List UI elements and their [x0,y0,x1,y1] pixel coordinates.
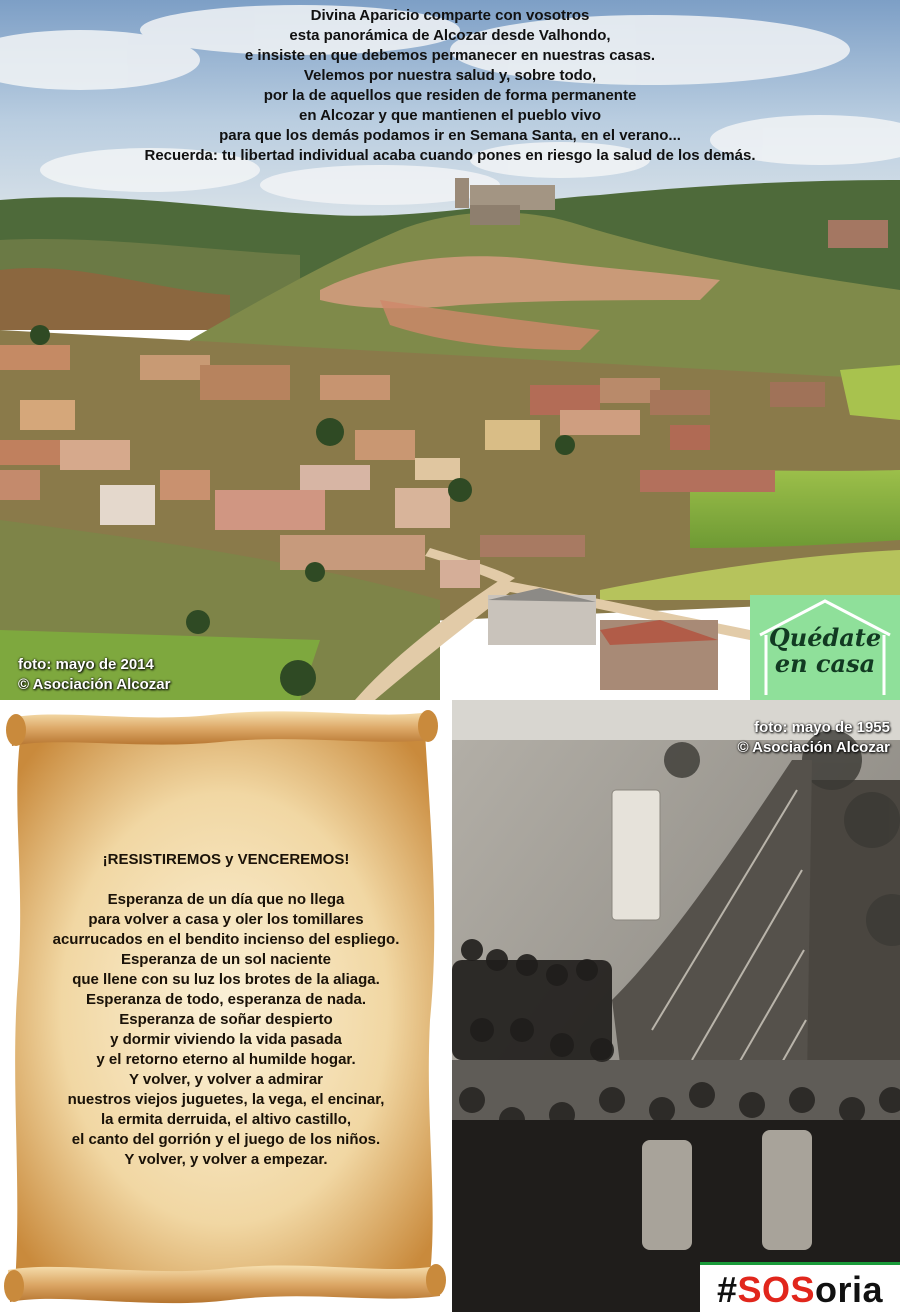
historic-credit-copyright: © Asociación Alcozar [737,739,890,756]
historic-credit-date: foto: mayo de 1955 [754,719,890,736]
message-line: Divina Aparicio comparte con vosotros [310,7,590,24]
poem-title: ¡RESISTIREMOS y VENCEREMOS! [102,851,350,868]
stay-home-line1: Quédate [768,623,882,652]
message-line: Velemos por nuestra salud y, sobre todo, [303,67,597,84]
sosoria-hashtag [700,1262,900,1315]
parchment-scroll [0,700,452,1312]
hashtag-sos: SOS [737,1269,816,1310]
poem-line: Esperanza de un sol naciente [120,951,332,968]
hashtag-symbol: # [716,1269,738,1310]
panorama-credit-date: foto: mayo de 2014 [18,656,154,673]
poem-line: para volver a casa y oler los tomillares [88,911,364,928]
stay-home-line2: en casa [774,649,876,678]
poem-line: que llene con su luz los brotes de la aliaga. [72,971,380,988]
poem [18,850,434,1170]
poem-line: y dormir viviendo la vida pasada [110,1031,342,1048]
poem-line: la ermita derruida, el altivo castillo, [100,1111,352,1128]
poem-line: acurrucados en el bendito incienso del espliego. [52,931,400,948]
poem-line: nuestros viejos juguetes, la vega, el encinar, [67,1091,385,1108]
poem-line: el canto del gorrión y el juego de los niños. [71,1131,381,1148]
poem-line: Esperanza de todo, esperanza de nada. [85,991,367,1008]
historic-photo-credit [738,718,890,758]
historic-photo [452,700,900,1312]
poem-line: Esperanza de un día que no llega [107,891,345,908]
panorama-credit-copyright: © Asociación Alcozar [18,676,171,693]
historic-photo-illustration [452,700,900,1312]
poem-line: y el retorno eterno al humilde hogar. [96,1051,356,1068]
message-line: Recuerda: tu libertad individual acaba cuando pones en riesgo la salud de los demás. [144,147,756,164]
panorama-credit [18,655,170,695]
message-line: por la de aquellos que residen de forma permanente [263,87,637,104]
share-message [0,6,900,166]
poem-line: Esperanza de soñar despierto [119,1011,333,1028]
hashtag-soria: oria [815,1269,884,1310]
poem-line: Y volver, y volver a admirar [128,1071,323,1088]
message-line: e insiste en que debemos permanecer en nuestras casas. [244,47,656,64]
message-line: esta panorámica de Alcozar desde Valhondo, [289,27,611,44]
message-line: en Alcozar y que mantienen el pueblo vivo [298,107,601,124]
message-line: para que los demás podamos ir en Semana Santa, en el verano... [219,127,681,144]
poem-line: Y volver, y volver a empezar. [124,1151,328,1168]
stay-home-badge [750,595,900,700]
